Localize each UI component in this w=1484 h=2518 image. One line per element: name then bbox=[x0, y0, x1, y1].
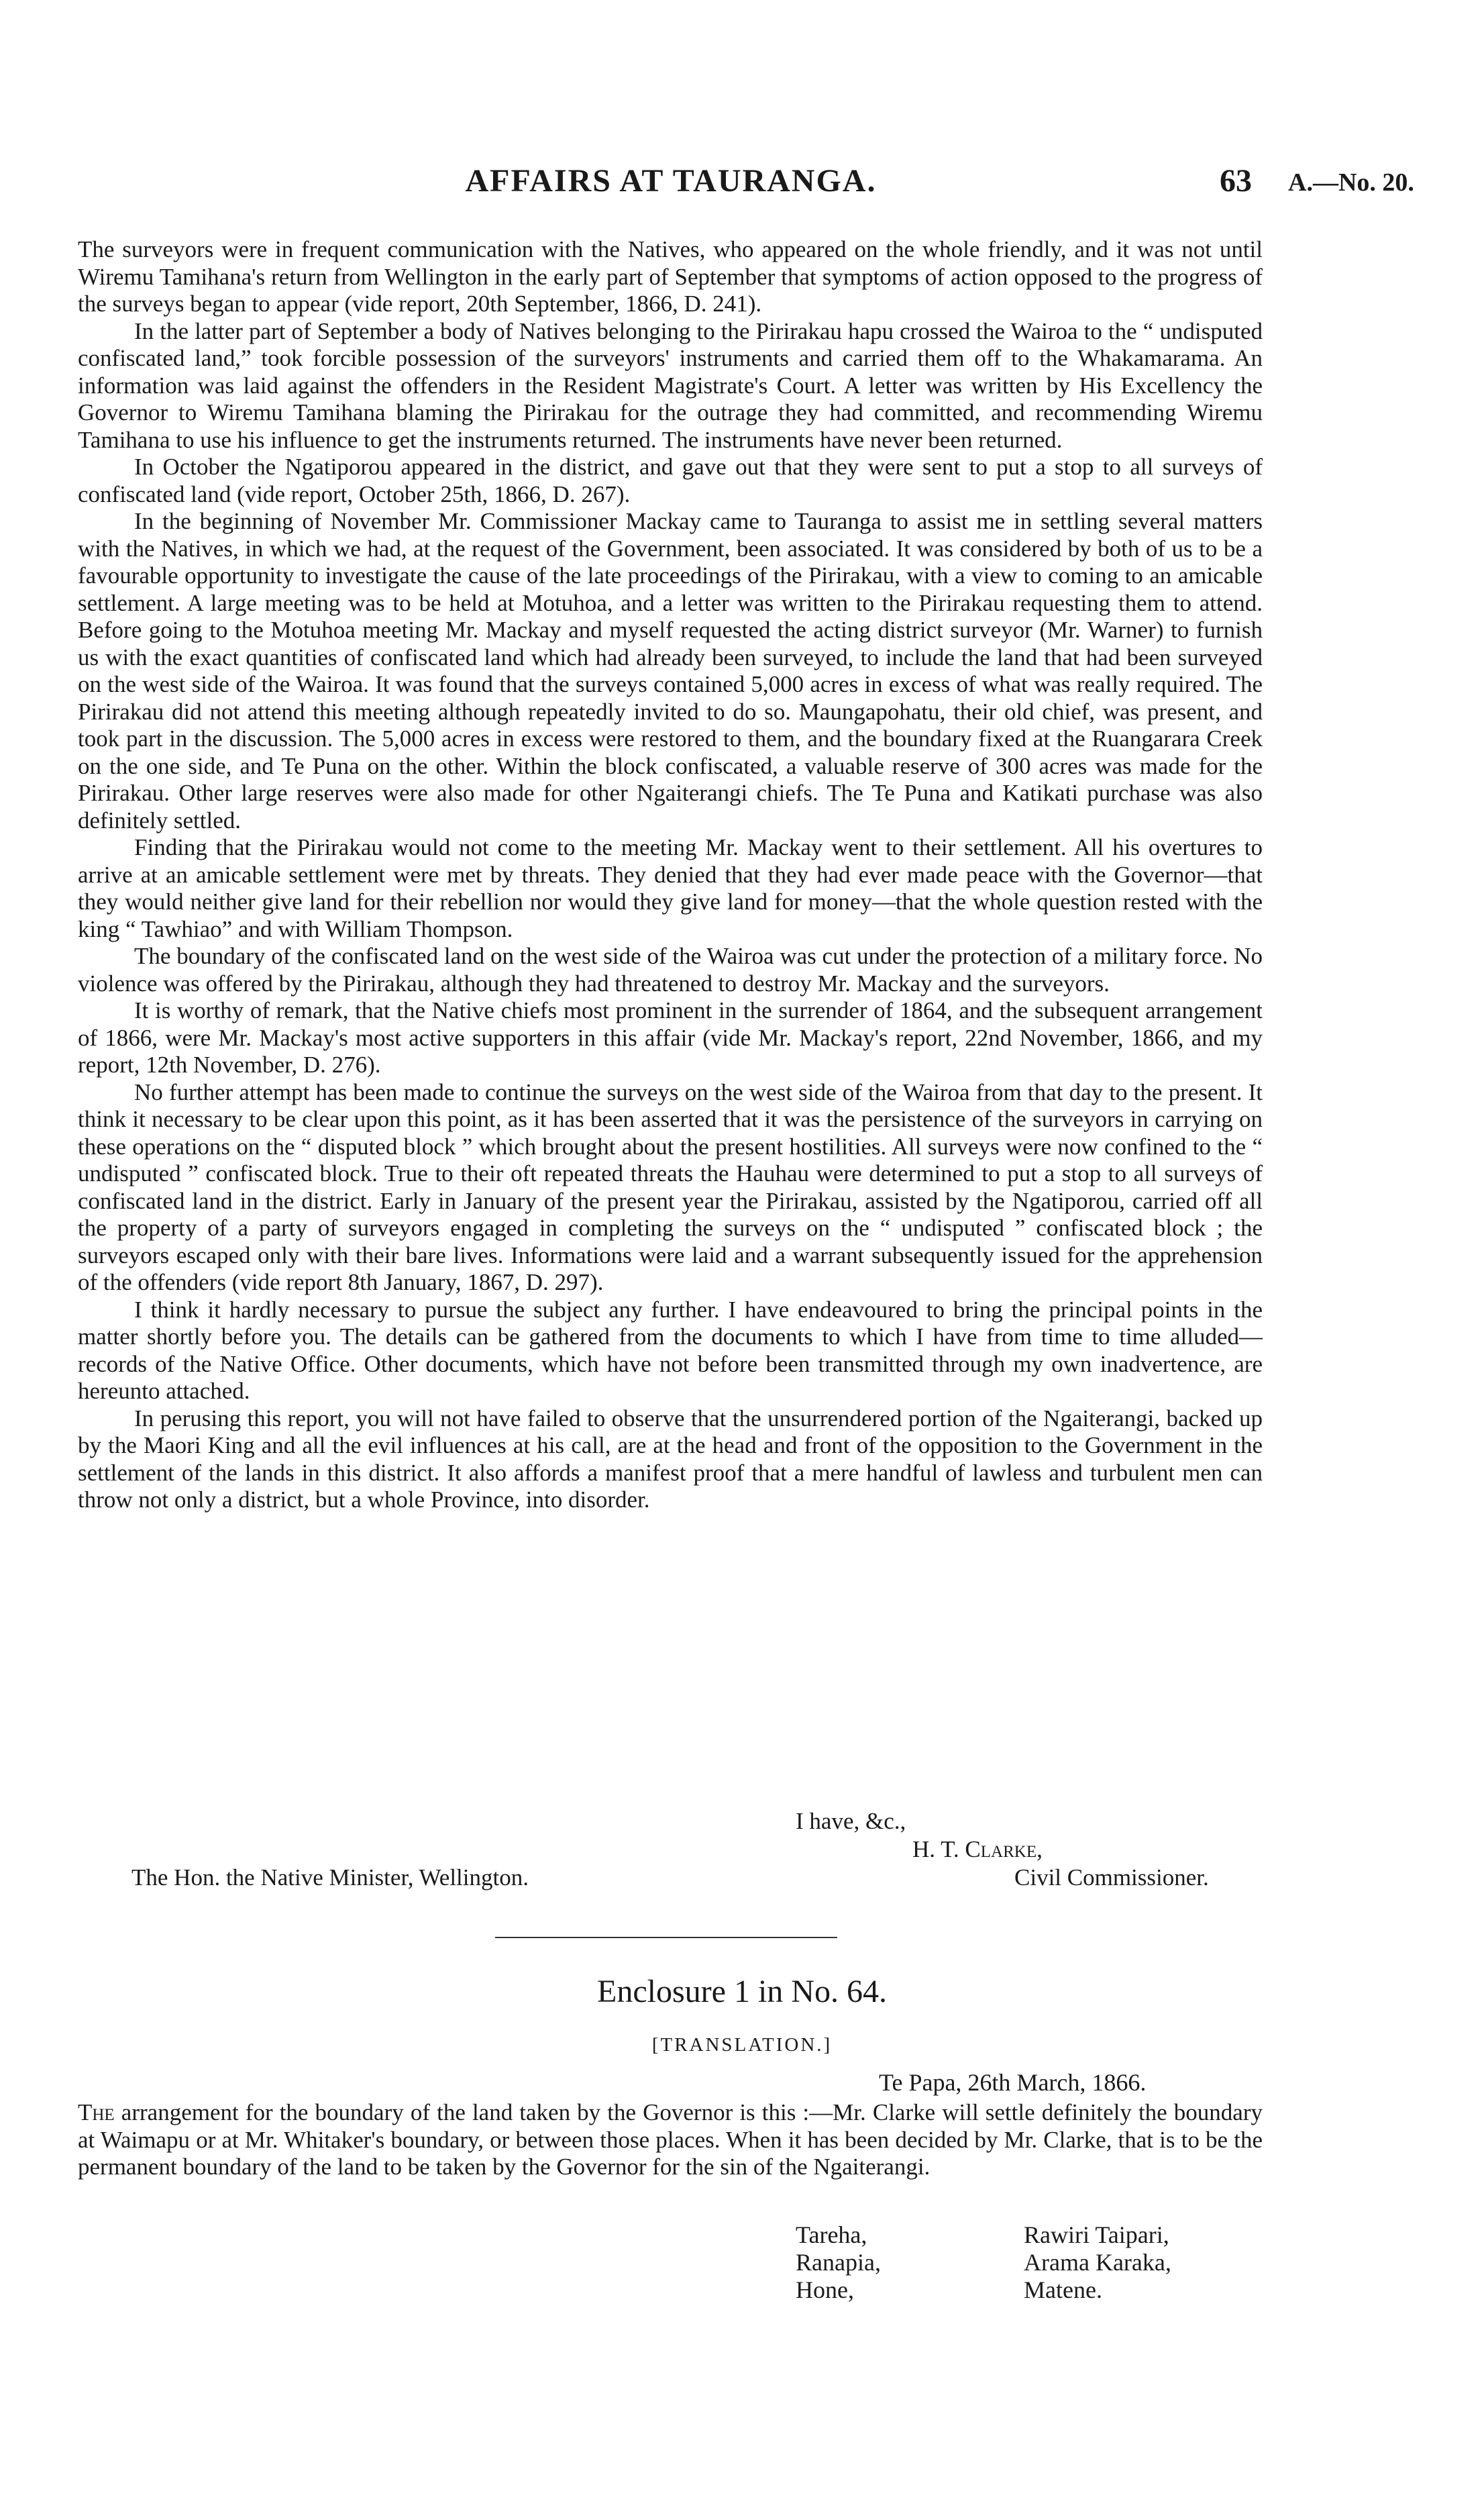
paragraph: It is worthy of remark, that the Native chiefs most prominent in the surrender of 1864, and the subsequent arrangement of 1866, were Mr. Mackay's most active supporters in this affair (vide Mr. Mackay's report, 22nd November, 1866, and my report, 12th November, D. 276). bbox=[78, 997, 1263, 1078]
signatory: Arama Karaka, bbox=[1024, 2249, 1171, 2276]
signatory: Rawiri Taipari, bbox=[1024, 2221, 1169, 2248]
paragraph: The boundary of the confiscated land on the west side of the Wairoa was cut under the protection of a military force. No violence was offered by the Pirirakau, although they had threatened to destroy Mr. Mackay and the surveyors. bbox=[78, 943, 1263, 997]
report-body bbox=[78, 236, 1263, 1514]
paragraph: In the latter part of September a body of Natives belonging to the Pirirakau hapu crossed the Wairoa to the “ undisputed confiscated land,” took forcible possession of the surveyors' instruments and carried them off to the Whakamarama. An information was laid against the offenders in the Resident Magistrate's Court. A letter was written by His Excellency the Governor to Wiremu Tamihana blaming the Pirirakau for the outrage they had committed, and recommending Wiremu Tamihana to use his influence to get the instruments returned. The instruments have never been returned. bbox=[78, 317, 1263, 453]
signatories-left bbox=[796, 2221, 881, 2304]
paragraph: In the beginning of November Mr. Commissioner Mackay came to Tauranga to assist me in settling several matters with the Natives, in which we had, at the request of the Government, been associated. It was considered by both of us to be a favourable opportunity to investigate the cause of the late proceedings of the Pirirakau, with a view to coming to an amicable settlement. A large meeting was to be held at Motuhoa, and a letter was written to the Pirirakau requesting them to attend. Before going to the Motuhoa meeting Mr. Mackay and myself requested the acting district surveyor (Mr. Warner) to furnish us with the exact quantities of confiscated land which had already been surveyed, to include the land that had been surveyed on the west side of the Wairoa. It was found that the surveys contained 5,000 acres in excess of what was really required. The Pirirakau did not attend this meeting although repeatedly invited to do so. Maungapohatu, their old chief, was present, and took part in the discussion. The 5,000 acres in excess were restored to them, and the boundary fixed at the Ruangarara Creek on the one side, and Te Puna on the other. Within the block confiscated, a valuable reserve of 300 acres was made for the Pirirakau. Other large reserves were also made for other Ngaiterangi chiefs. The Te Puna and Katikati purchase was also definitely settled. bbox=[78, 508, 1263, 834]
signatory: Matene. bbox=[1024, 2276, 1102, 2303]
paragraph: I think it hardly necessary to pursue the subject any further. I have endeavoured to bring the principal points in the matter shortly before you. The details can be gathered from the documents to which I have from time to time alluded—records of the Native Office. Other documents, which have not before been transmitted through my own inadvertence, are hereunto attached. bbox=[78, 1296, 1263, 1404]
enclosure-body bbox=[78, 2099, 1263, 2181]
page-number: 63 bbox=[1220, 163, 1252, 199]
signatory: Tareha, bbox=[796, 2221, 867, 2248]
enclosure-text: arrangement for the boundary of the land taken by the Governor is this :—Mr. Clarke will settle definitely the boundary at Waimapu or at Mr. Whitaker's boundary, or between those places. When it has been decided by Mr. Clarke, that is to be the permanent boundary of the land to be taken by the Governor for the sin of the Ngaiterangi. bbox=[78, 2099, 1263, 2180]
signer-title: Civil Commissioner. bbox=[1014, 1864, 1209, 1891]
paragraph: In October the Ngatiporou appeared in the district, and gave out that they were sent to put a stop to all surveys of confiscated land (vide report, October 25th, 1866, D. 267). bbox=[78, 454, 1263, 507]
enclosure-date: Te Papa, 26th March, 1866. bbox=[879, 2069, 1147, 2096]
enclosure-lead-word: The bbox=[78, 2099, 115, 2125]
translation-label: [TRANSLATION.] bbox=[651, 2034, 833, 2056]
paragraph: Finding that the Pirirakau would not come to the meeting Mr. Mackay went to their settlement. All his overtures to arrive at an amicable settlement were met by threats. They denied that they had ever made peace with the Governor—that they would neither give land for their rebellion nor would they give land for money—that the whole question rested with the king “ Tawhiao” and with William Thompson. bbox=[78, 834, 1263, 942]
closing-line: I have, &c., bbox=[796, 1808, 906, 1834]
signatory: Ranapia, bbox=[796, 2249, 881, 2276]
paragraph: No further attempt has been made to continue the surveys on the west side of the Wairoa from that day to the present. It think it necessary to be clear upon this point, as it has been asserted that it was the persistence of the surveyors in carrying on these operations on the “ disputed block ” which brought about the present hostilities. All surveys were now confined to the “ undisputed ” confiscated block. True to their oft repeated threats the Hauhau were determined to put a stop to all surveys of confiscated land in the district. Early in January of the present year the Pirirakau, assisted by the Ngatiporou, carried off all the property of a party of surveyors engaged in completing the surveys on the “ undisputed ” confiscated block ; the surveyors escaped only with their bare lives. Informations were laid and a warrant subsequently issued for the apprehension of the offenders (vide report 8th January, 1867, D. 297). bbox=[78, 1078, 1263, 1295]
addressee: The Hon. the Native Minister, Wellington. bbox=[131, 1864, 529, 1891]
paragraph: The surveyors were in frequent communication with the Natives, who appeared on the whole friendly, and it was not until Wiremu Tamihana's return from Wellington in the early part of September that symptoms of action opposed to the progress of the surveys began to appear (vide report, 20th September, 1866, D. 241). bbox=[78, 236, 1263, 317]
signatories-right bbox=[1024, 2221, 1171, 2304]
section-divider bbox=[495, 1937, 837, 1938]
signatory: Hone, bbox=[796, 2276, 854, 2303]
page-title: AFFAIRS AT TAURANGA. bbox=[465, 163, 877, 199]
document-reference: A.—No. 20. bbox=[1288, 168, 1414, 197]
signer-name: H. T. Clarke, bbox=[912, 1836, 1043, 1862]
paragraph: In perusing this report, you will not have failed to observe that the unsurrendered portion of the Ngaiterangi, backed up by the Maori King and all the evil influences at his call, are at the head and front of the opposition to the Government in the settlement of the lands in this district. It also affords a manifest proof that a mere handful of lawless and turbulent men can throw not only a district, but a whole Province, into disorder. bbox=[78, 1405, 1263, 1513]
enclosure-title: Enclosure 1 in No. 64. bbox=[597, 1974, 887, 2009]
